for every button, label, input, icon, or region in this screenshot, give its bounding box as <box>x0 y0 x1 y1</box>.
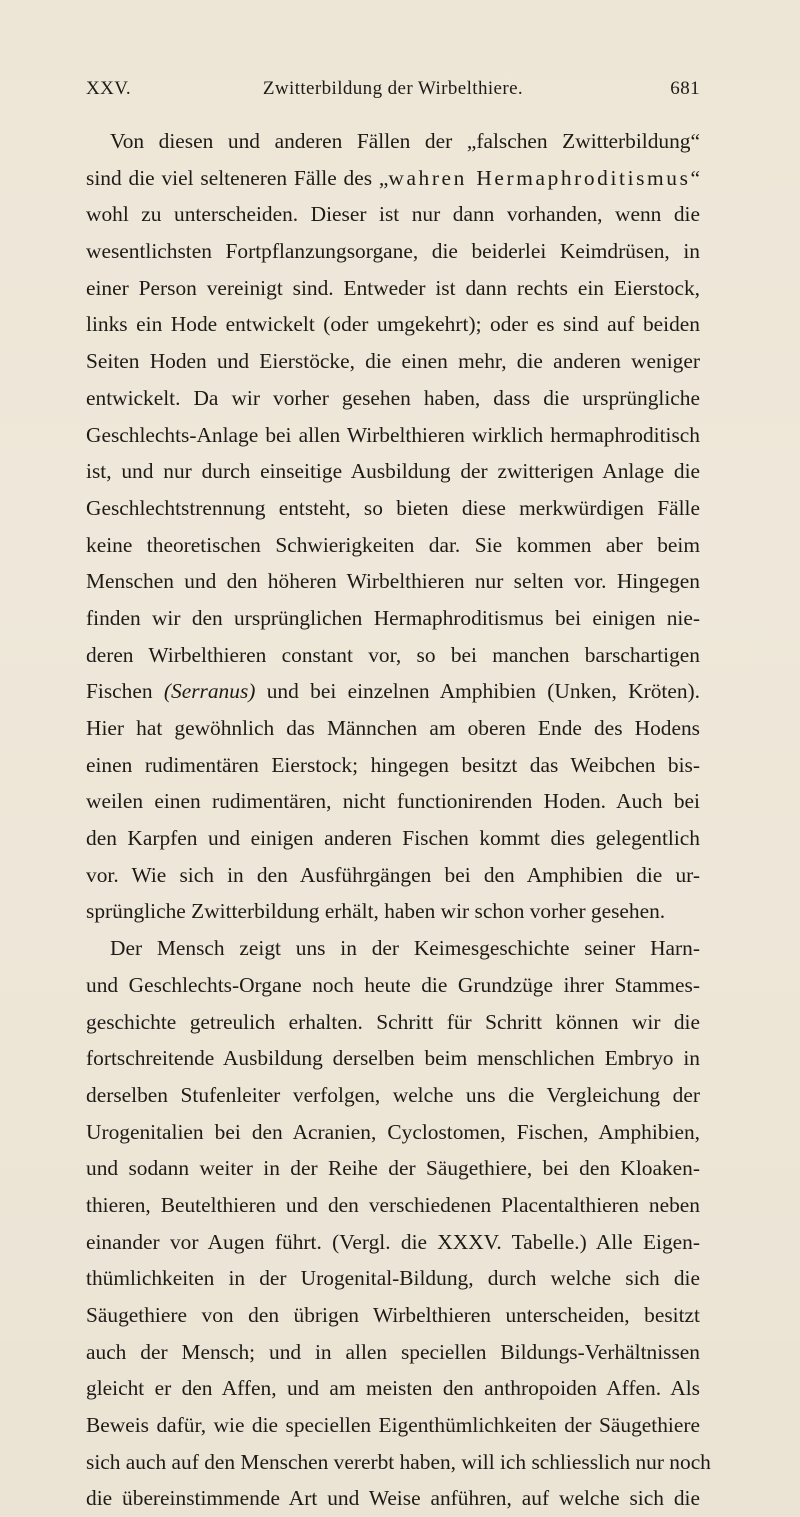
text-run: keine theoretischen Schwierigkeiten dar. Sie kommen aber beim <box>86 532 700 557</box>
text-line <box>86 1407 700 1444</box>
page-number: 681 <box>670 78 700 99</box>
text-run: Menschen und den höheren Wirbelthieren nur selten vor. Hingegen <box>86 569 700 594</box>
text-line <box>86 1224 700 1261</box>
text-run: Geschlechts-Anlage bei allen Wirbelthieren wirklich hermaphroditisch <box>86 422 700 447</box>
text-line <box>86 1004 700 1041</box>
text-line <box>86 747 700 784</box>
text-run: sprüngliche Zwitterbildung erhält, haben wir schon vorher gesehen. <box>86 899 666 924</box>
text-run: geschichte getreulich erhalten. Schritt für Schritt können wir die <box>86 1009 700 1034</box>
text-run: Der Mensch zeigt uns in der Keimesgeschichte seiner Harn- <box>110 936 700 961</box>
text-run: einer Person vereinigt sind. Entweder ist dann rechts ein Eierstock, <box>86 275 700 300</box>
text-line <box>86 1480 700 1517</box>
text-line <box>86 160 700 197</box>
text-line <box>86 820 700 857</box>
chapter-number: XXV. <box>86 78 132 99</box>
text-line <box>86 1370 700 1407</box>
text-run: fortschreitende Ausbildung derselben beim menschlichen Embryo in <box>86 1046 700 1071</box>
text-run: vor. Wie sich in den Ausführgängen bei den Amphibien die ur- <box>86 862 700 887</box>
text-line <box>86 196 700 233</box>
text-run: thieren, Beutelthieren und den verschiedenen Placentalthieren neben <box>86 1192 700 1217</box>
text-line <box>86 123 700 160</box>
text-line <box>86 857 700 894</box>
text-line <box>86 306 700 343</box>
text-run: Geschlechtstrennung entsteht, so bieten diese merkwürdigen Fälle <box>86 495 700 520</box>
text-run: finden wir den ursprünglichen Hermaphroditismus bei einigen nie- <box>86 605 700 630</box>
text-line <box>86 1297 700 1334</box>
text-run: wesentlichsten Fortpflanzungsorgane, die beiderlei Keimdrüsen, in <box>86 239 700 264</box>
text-run: den Karpfen und einigen anderen Fischen kommt dies gelegentlich <box>86 826 700 851</box>
text-run: wohl zu unterscheiden. Dieser ist nur dann vorhanden, wenn die <box>86 202 700 227</box>
text-line <box>86 1334 700 1371</box>
text-run: gleicht er den Affen, und am meisten den anthropoiden Affen. Als <box>86 1376 700 1401</box>
text-line <box>86 1187 700 1224</box>
text-line <box>86 673 700 710</box>
text-run: Beweis dafür, wie die speciellen Eigenthümlichkeiten der Säugethiere <box>86 1413 700 1438</box>
text-run: Hier hat gewöhnlich das Männchen am oberen Ende des Hodens <box>86 716 700 740</box>
text-line <box>86 893 700 930</box>
text-run: und sodann weiter in der Reihe der Säugethiere, bei den Kloaken- <box>86 1156 700 1181</box>
text-line <box>86 1444 711 1481</box>
text-line <box>86 343 700 380</box>
text-run: entwickelt. Da wir vorher gesehen haben, dass die ursprüngliche <box>86 385 700 410</box>
text-line <box>86 600 700 637</box>
spaced-term: wahren Hermaphroditismus <box>388 165 691 190</box>
text-run: Urogenitalien bei den Acranien, Cyclostomen, Fischen, Amphibien, <box>86 1119 700 1144</box>
text-run: Von diesen und anderen Fällen der „falschen Zwitterbildung“ <box>110 129 700 153</box>
text-line <box>86 233 700 270</box>
body-text <box>86 123 711 1517</box>
text-line <box>86 490 700 527</box>
text-line <box>86 527 700 564</box>
text-run: auch der Mensch; und in allen speciellen Bildungs-Verhältnissen <box>86 1339 700 1364</box>
text-line <box>86 1040 700 1077</box>
text-run: Fischen <box>86 679 164 704</box>
text-line <box>86 1114 700 1151</box>
text-run: ist, und nur durch einseitige Ausbildung der zwitterigen Anlage die <box>86 459 700 484</box>
text-line <box>86 453 700 490</box>
text-run: thümlichkeiten in der Urogenital-Bildung, durch welche sich die <box>86 1266 700 1291</box>
text-run: und bei einzelnen Amphibien (Unken, Kröten). <box>255 679 700 704</box>
running-title: Zwitterbildung der Wirbelthiere. <box>262 78 524 99</box>
text-run: Seiten Hoden und Eierstöcke, die einen mehr, die anderen weniger <box>86 349 700 374</box>
text-line <box>86 417 700 454</box>
text-run: deren Wirbelthieren constant vor, so bei manchen barschartigen <box>86 642 700 667</box>
text-run: die übereinstimmende Art und Weise anführen, auf welche sich die <box>86 1486 700 1511</box>
italic-term: (Serranus) <box>163 679 256 704</box>
text-run: sind die viel selteneren Fälle des „ <box>86 165 389 190</box>
text-line <box>86 270 700 307</box>
text-line <box>86 637 700 674</box>
text-run: “ <box>690 165 700 190</box>
text-run: Säugethiere von den übrigen Wirbelthieren unterscheiden, besitzt <box>86 1303 700 1327</box>
text-line <box>86 967 700 1004</box>
running-head <box>86 78 700 108</box>
text-line <box>86 380 700 417</box>
text-line <box>86 783 700 820</box>
text-run: einen rudimentären Eierstock; hingegen besitzt das Weibchen bis- <box>86 752 700 777</box>
text-line <box>86 1077 700 1114</box>
text-run: links ein Hode entwickelt (oder umgekehrt); oder es sind auf beiden <box>86 312 700 337</box>
text-line <box>86 563 700 600</box>
text-line <box>86 1260 700 1297</box>
text-run: einander vor Augen führt. (Vergl. die XXXV. Tabelle.) Alle Eigen- <box>86 1229 700 1254</box>
text-line <box>86 930 700 967</box>
text-run: und Geschlechts-Organe noch heute die Grundzüge ihrer Stammes- <box>86 972 700 997</box>
text-line <box>86 710 700 747</box>
text-run: derselben Stufenleiter verfolgen, welche uns die Vergleichung der <box>86 1082 700 1107</box>
text-run: weilen einen rudimentären, nicht functionirenden Hoden. Auch bei <box>86 789 700 814</box>
text-run: sich auch auf den Menschen vererbt haben, will ich schliesslich nur noch <box>86 1449 711 1474</box>
text-line <box>86 1150 700 1187</box>
